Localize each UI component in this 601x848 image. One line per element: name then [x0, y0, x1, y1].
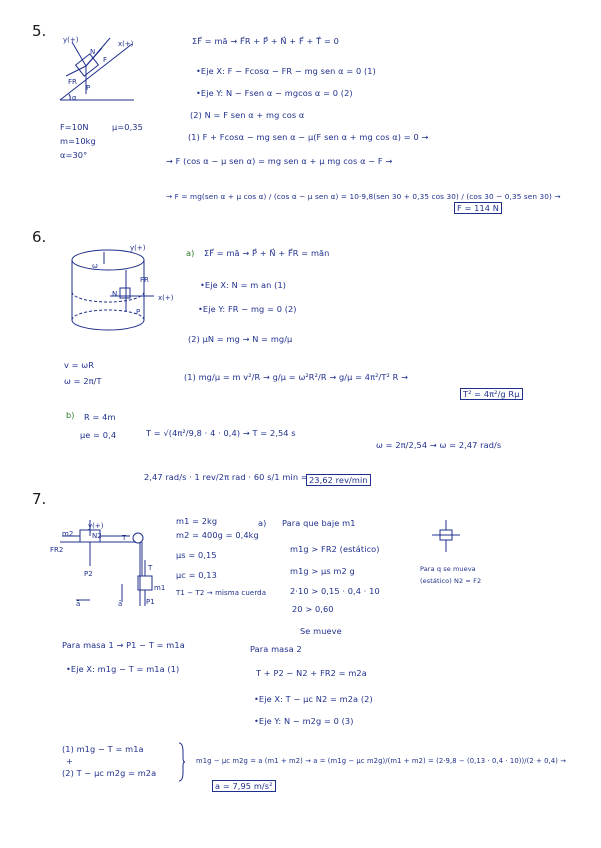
p7-part-a-line-3: m1g > μs m2 g: [290, 566, 355, 576]
p5-given-alpha: α=30°: [60, 150, 88, 160]
p5-line-4: (2) N = F sen α + mg cos α: [190, 110, 305, 120]
p7-part-a-line-6: Se mueve: [300, 626, 342, 636]
p7-mass2-line-2: •Eje X: T − μc N2 = m2a (2): [254, 694, 373, 704]
problem-5-number: 5.: [32, 22, 47, 40]
p6-line-1: ΣF⃗ = mā → P⃗ + N⃗ + F⃗R = mān: [204, 248, 330, 258]
p6-given-R: R = 4m: [84, 412, 116, 422]
p6-line-2: •Eje X: N = m an (1): [200, 280, 287, 290]
fig7-label-N2: N2: [92, 532, 102, 540]
p6-line-b2: ω = 2π/2,54 → ω = 2,47 rad/s: [376, 440, 502, 450]
fig7-label-m2: m2: [62, 530, 74, 538]
p7-given-mus: μs = 0,15: [176, 550, 217, 560]
p6-given-v: v = ωR: [64, 360, 95, 370]
p7-mass2-line-1: T + P2 − N2 + FR2 = m2a: [256, 668, 367, 678]
fig5-label-P: P: [86, 84, 91, 92]
p5-line-1: ΣF⃗ = mā → F⃗R + P⃗ + N⃗ + F⃗ + T⃗ = 0: [192, 36, 339, 46]
p6-given-omega: ω = 2π/T: [64, 376, 102, 386]
fig6-label-P: P: [136, 308, 141, 316]
p7-given-m1: m1 = 2kg: [176, 516, 218, 526]
p7-part-a-line-2: m1g > FR2 (estático): [290, 544, 380, 554]
problem-6-number: 6.: [32, 228, 47, 246]
p7-side-note-1: Para q se mueva: [420, 565, 476, 573]
p7-given-m2: m2 = 400g = 0,4kg: [176, 530, 259, 540]
fig5-label-FR: FR: [68, 78, 77, 86]
fig7-label-P1: P1: [146, 598, 155, 606]
p6-part-b-label: b): [66, 410, 75, 420]
fig7-label-FR2: FR2: [50, 546, 64, 554]
block-forces-diagram: [432, 518, 462, 558]
p7-part-a-line-5: 20 > 0,60: [292, 604, 334, 614]
fig6-label-N: N: [112, 290, 118, 298]
fig6-label-y: y(+): [130, 244, 146, 252]
p7-result: a = 7,95 m/s²: [212, 780, 276, 792]
p7-given-muc: μc = 0,13: [176, 570, 217, 580]
p7-mass1-title: Para masa 1 → P1 − T = m1a: [62, 640, 185, 650]
p6-part-a-label: a): [186, 248, 195, 258]
p6-line-5: (1) mg/μ = m v²/R → g/μ = ω²R²/R → g/μ = 4π²/T² R →: [184, 372, 409, 382]
fig7-label-a-2: ā: [118, 600, 123, 608]
fig7-label-y: y(+): [88, 522, 104, 530]
p7-final-line: m1g − μc m2g = a (m1 + m2) → a = (m1g − μc m2g)/(m1 + m2) = (2·9,8 − (0,13 · 0,4 · 10))/(2 + 0,4) →: [196, 757, 567, 765]
p7-mass2-title: Para masa 2: [250, 644, 302, 654]
fig7-label-a-1: ā: [76, 600, 81, 608]
p5-line-5: (1) F + Fcosα − mg sen α − μ(F sen α + mg cos α) = 0 →: [188, 132, 429, 142]
p5-line-7: → F = mg(sen α + μ cos α) / (cos α − μ sen α) = 10·9,8(sen 30 + 0,35 cos 30) / (cos 30 − 0,35 sen 30) →: [166, 192, 561, 201]
p6-line-4: (2) μN = mg → N = mg/μ: [188, 334, 293, 344]
fig6-label-omega: ω: [92, 262, 98, 270]
fig7-label-T-1: T: [122, 534, 127, 542]
p5-line-6: → F (cos α − μ sen α) = mg sen α + μ mg cos α − F →: [166, 156, 393, 166]
p5-given-mu: μ=0,35: [112, 122, 143, 132]
p7-mass1-line-1: •Eje X: m1g − T = m1a (1): [66, 664, 180, 674]
problem-7-number: 7.: [32, 490, 47, 508]
p6-line-b1: T = √(4π²/9,8 · 4 · 0,4) → T = 2,54 s: [146, 428, 296, 438]
p5-given-F: F=10N: [60, 122, 89, 132]
p7-part-a-line-1: Para que baje m1: [282, 518, 356, 528]
fig5-label-F: F: [103, 56, 108, 64]
p5-result: F = 114 N: [454, 202, 502, 214]
p6-line-b3: 2,47 rad/s · 1 rev/2π rad · 60 s/1 min =: [144, 472, 308, 482]
p6-given-mu: μe = 0,4: [80, 430, 117, 440]
fig6-label-FR: FR: [140, 276, 149, 284]
p5-line-2: •Eje X: F − Fcosα − FR − mg sen α = 0 (1): [196, 66, 376, 76]
p6-result-a: T² = 4π²/g Rμ: [460, 388, 523, 400]
p6-line-3: •Eje Y: FR − mg = 0 (2): [198, 304, 297, 314]
fig5-label-N: N: [90, 48, 96, 56]
p7-mass2-line-3: •Eje Y: N − m2g = 0 (3): [254, 716, 354, 726]
fig6-label-x: x(+): [158, 294, 174, 302]
fig5-label-x: x(+): [118, 40, 134, 48]
p7-system-plus: +: [66, 756, 73, 766]
p7-system-2: (2) T − μc m2g = m2a: [62, 768, 157, 778]
fig7-label-P2: P2: [84, 570, 93, 578]
fig5-label-alpha: α: [72, 94, 77, 102]
p7-part-a-line-4: 2·10 > 0,15 · 0,4 · 10: [290, 586, 380, 596]
p7-part-a-label: a): [258, 518, 267, 528]
p7-side-note-2: (estático) N2 = F2: [420, 577, 482, 585]
fig7-label-T-2: T: [148, 564, 153, 572]
p7-system-1: (1) m1g − T = m1a: [62, 744, 144, 754]
fig5-label-y: y(+): [63, 36, 79, 44]
p5-line-3: •Eje Y: N − Fsen α − mgcos α = 0 (2): [196, 88, 353, 98]
p6-result-b: 23,62 rev/min: [306, 474, 371, 486]
system-brace: [178, 742, 186, 782]
p7-given-T: T1 − T2 → misma cuerda: [176, 589, 267, 597]
p5-given-m: m=10kg: [60, 136, 96, 146]
fig7-label-m1: m1: [154, 584, 166, 592]
